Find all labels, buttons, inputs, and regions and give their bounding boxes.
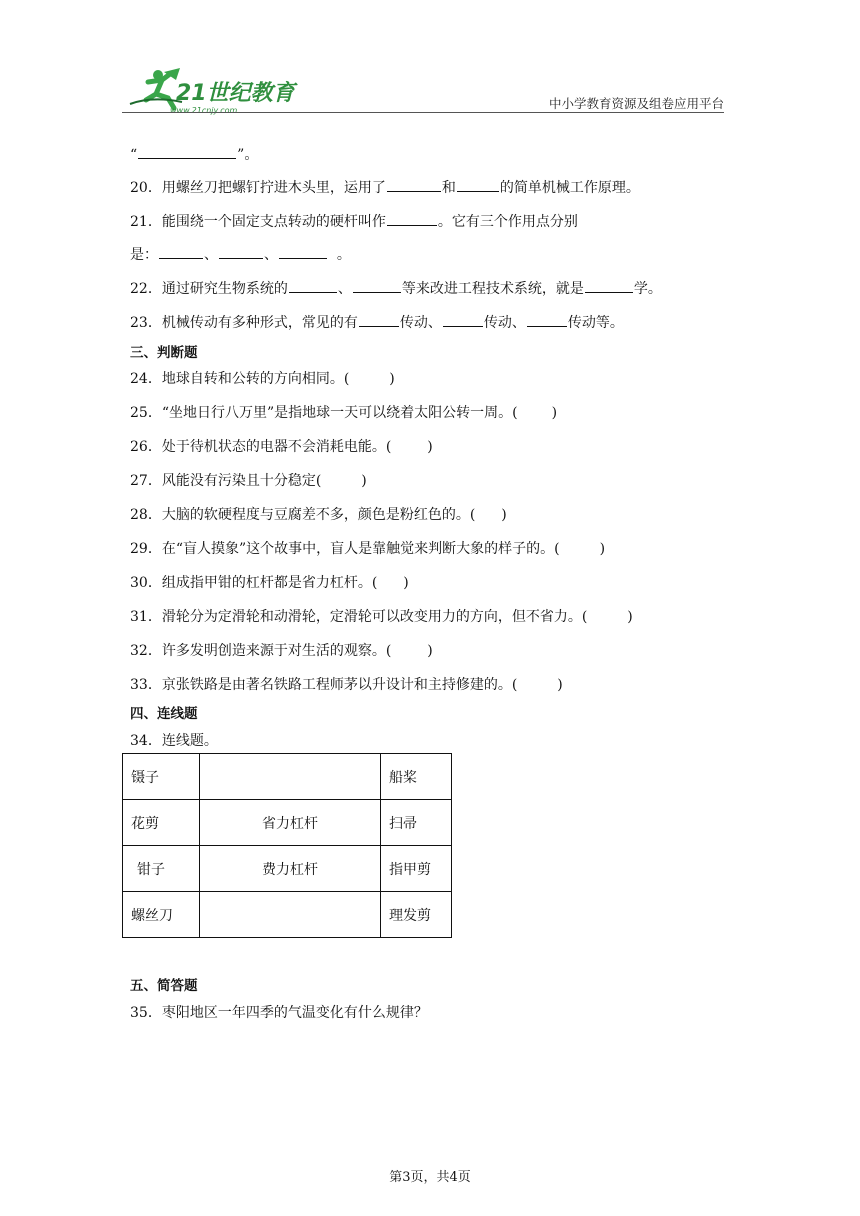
table-cell-middle[interactable] [200, 892, 381, 938]
question-21: 21．能围绕一个固定支点转动的硬杆叫作 。它有三个作用点分别 [130, 214, 578, 230]
question-23: 23．机械传动有多种形式，常见的有 传动、 传动、 传动等。 [130, 315, 624, 331]
table-cell-left[interactable]: 螺丝刀 [123, 892, 200, 938]
table-cell-middle[interactable]: 费力杠杆 [200, 846, 381, 892]
answer-blank[interactable] [353, 280, 401, 293]
question-33: 33．京张铁路是由著名铁路工程师茅以升设计和主持修建的。( ) [130, 677, 563, 693]
table-cell-left[interactable]: 镊子 [123, 754, 200, 800]
answer-blank[interactable] [585, 280, 633, 293]
answer-blank[interactable] [159, 246, 203, 259]
platform-name: 中小学教育资源及组卷应用平台 [548, 96, 724, 111]
question-20: 20．用螺丝刀把螺钉拧进木头里，运用了 和 的简单机械工作原理。 [130, 180, 640, 196]
question-31: 31．滑轮分为定滑轮和动滑轮，定滑轮可以改变用力的方向，但不省力。( ) [130, 609, 633, 625]
table-row [123, 800, 452, 846]
page-header [122, 66, 724, 116]
table-cell-middle[interactable] [200, 754, 381, 800]
table-cell-right[interactable]: 指甲剪 [381, 846, 452, 892]
matching-table [122, 753, 452, 938]
section-title-judgement: 三、判断题 [130, 345, 198, 361]
table-row [123, 846, 452, 892]
page-number: 第3页，共4页 [389, 1170, 471, 1185]
answer-blank[interactable] [289, 280, 337, 293]
answer-blank[interactable] [279, 246, 327, 259]
table-cell-right[interactable]: 理发剪 [381, 892, 452, 938]
table-cell-left[interactable]: 花剪 [123, 800, 200, 846]
q19-tail: “ ”。 [130, 147, 259, 163]
answer-blank[interactable] [387, 213, 437, 226]
table-cell-right[interactable]: 扫帚 [381, 800, 452, 846]
question-25: 25．“坐地日行八万里”是指地球一天可以绕着太阳公转一周。( ) [130, 405, 558, 421]
logo-url: www.21cnjy.com [170, 106, 238, 115]
question-34: 34．连线题。 [130, 733, 218, 749]
question-28: 28．大脑的软硬程度与豆腐差不多，颜色是粉红色的。( ) [130, 507, 507, 523]
question-29: 29．在“盲人摸象”这个故事中，盲人是靠触觉来判断大象的样子的。( ) [130, 541, 606, 557]
answer-blank[interactable] [443, 314, 483, 327]
question-22: 22．通过研究生物系统的 、 等来改进工程技术系统，就是 学。 [130, 281, 662, 297]
logo-text: 21世纪教育 [176, 81, 295, 106]
question-35: 35．枣阳地区一年四季的气温变化有什么规律？ [130, 1005, 428, 1021]
question-24: 24．地球自转和公转的方向相同。( ) [130, 371, 395, 387]
question-27: 27．风能没有污染且十分稳定( ) [130, 473, 367, 489]
answer-blank[interactable] [527, 314, 567, 327]
table-cell-left[interactable]: 钳子 [123, 846, 200, 892]
answer-blank[interactable] [387, 179, 441, 192]
table-row [123, 892, 452, 938]
question-32: 32．许多发明创造来源于对生活的观察。( ) [130, 643, 433, 659]
table-cell-right[interactable]: 船桨 [381, 754, 452, 800]
section-title-matching: 四、连线题 [130, 706, 198, 722]
question-26: 26．处于待机状态的电器不会消耗电能。( ) [130, 439, 433, 455]
section-title-short-answer: 五、简答题 [130, 978, 198, 994]
table-row [123, 754, 452, 800]
answer-blank[interactable] [219, 246, 263, 259]
table-cell-middle[interactable]: 省力杠杆 [200, 800, 381, 846]
answer-blank[interactable] [457, 179, 499, 192]
question-30: 30．组成指甲钳的杠杆都是省力杠杆。( ) [130, 575, 409, 591]
header-divider [122, 112, 724, 113]
logo-21cnjy [122, 66, 302, 116]
answer-blank[interactable] [138, 146, 236, 159]
question-21-cont: 是： 、 、 。 [130, 247, 351, 263]
answer-blank[interactable] [359, 314, 399, 327]
